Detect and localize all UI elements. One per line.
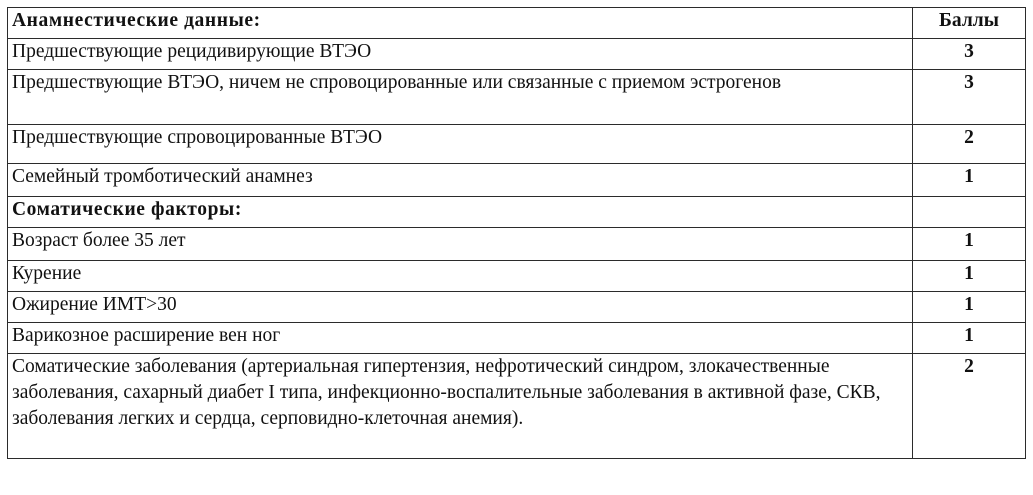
row-score: 1 [913,292,1026,323]
row-score: 3 [913,39,1026,70]
row-label: Предшествующие ВТЭО, ничем не спровоцированные или связанные с приемом эстрогенов [8,70,913,125]
row-label: Курение [8,261,913,292]
row-score: 1 [913,164,1026,197]
row-label: Предшествующие рецидивирующие ВТЭО [8,39,913,70]
row-label: Соматические заболевания (артериальная гипертензия, нефротический синдром, злокачественные заболевания, сахарный диабет I типа, инфекционно-воспалительные заболевания в активной фазе, СКВ, заболевания легких и сердца, серповидно-клеточная анемия). [8,354,913,459]
table-row [8,39,1026,70]
row-score: 3 [913,70,1026,125]
table-row [8,70,1026,125]
table-row [8,261,1026,292]
section-header-row [8,8,1026,39]
row-label: Ожирение ИМТ>30 [8,292,913,323]
row-score: 2 [913,354,1026,459]
section-title-anamnesis: Анамнестические данные: [8,8,913,39]
row-score: 1 [913,228,1026,261]
table-row [8,323,1026,354]
row-label: Возраст более 35 лет [8,228,913,261]
score-column-header-empty [913,197,1026,228]
row-label: Варикозное расширение вен ног [8,323,913,354]
risk-score-table [7,7,1026,459]
table-row [8,125,1026,164]
section-header-row [8,197,1026,228]
row-label: Семейный тромботический анамнез [8,164,913,197]
score-column-header: Баллы [913,8,1026,39]
row-score: 2 [913,125,1026,164]
table-row [8,228,1026,261]
section-title-somatic: Соматические факторы: [8,197,913,228]
row-score: 1 [913,323,1026,354]
table-row [8,354,1026,459]
table-row [8,292,1026,323]
table-row [8,164,1026,197]
row-score: 1 [913,261,1026,292]
row-label: Предшествующие спровоцированные ВТЭО [8,125,913,164]
